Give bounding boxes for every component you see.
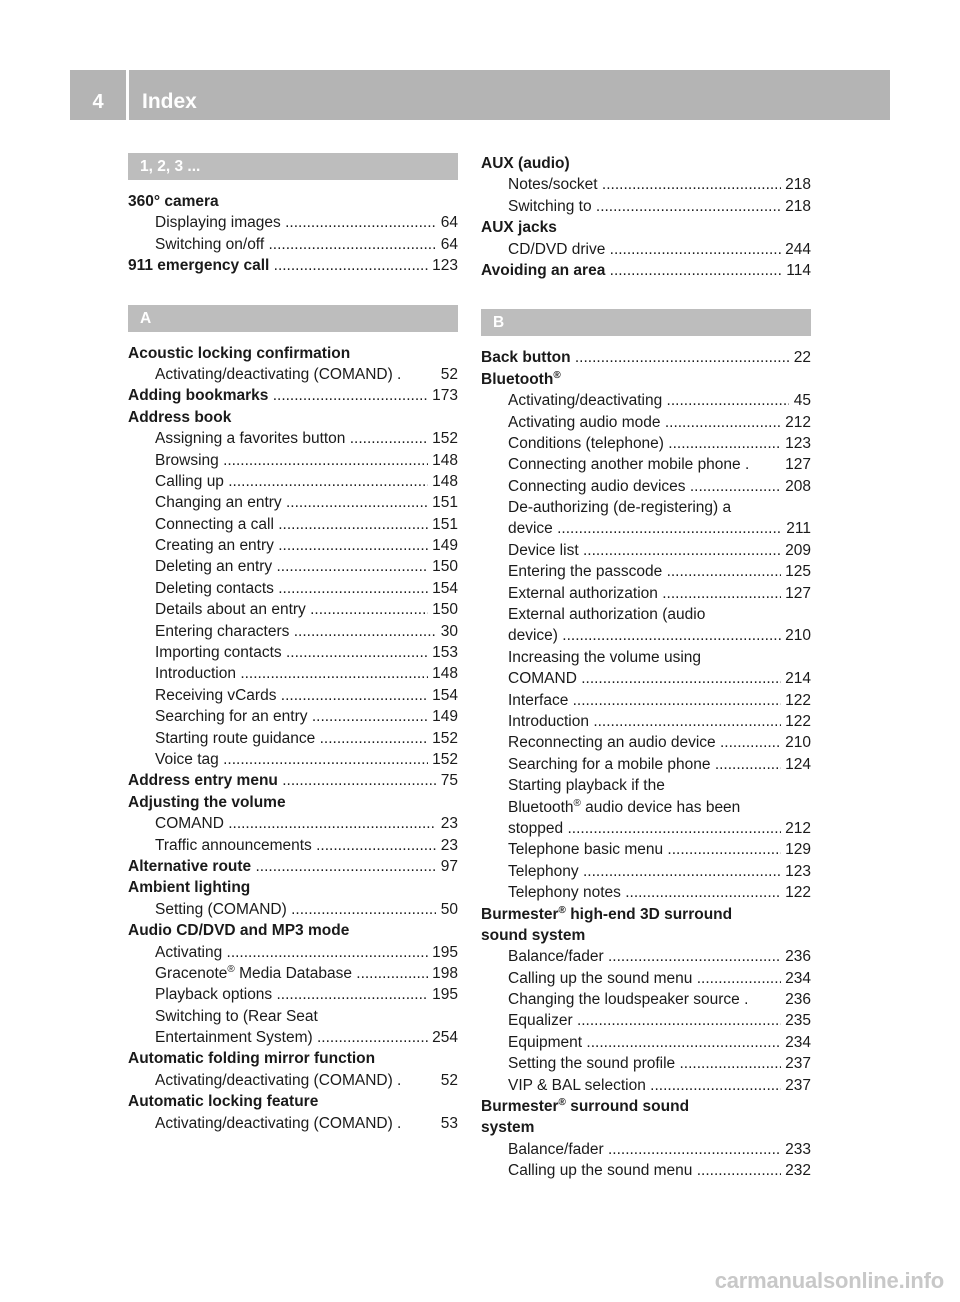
index-subentry: Calling up the sound menu ..... 232: [481, 1160, 811, 1181]
index-entry: Address entry menu ..... 75: [128, 770, 458, 791]
index-entry: Bluetooth®: [481, 369, 561, 388]
index-subentry: device ..... 211: [481, 518, 811, 539]
index-subentry: External authorization (audio: [508, 606, 706, 624]
index-entry: system: [481, 1119, 535, 1137]
index-subentry: Starting playback if the: [508, 777, 665, 795]
index-subentry: Introduction ..... 148: [128, 663, 458, 684]
index-entry: Burmester® high-end 3D surround: [481, 904, 733, 923]
index-subentry: Switching to (Rear Seat: [155, 1007, 318, 1025]
index-column-left: [128, 153, 458, 1134]
index-subentry: Entertainment System) ..... 254: [128, 1027, 458, 1048]
index-subentry: Switching to ..... 218: [481, 196, 811, 217]
index-subentry: CD/DVD drive ..... 244: [481, 239, 811, 260]
index-subentry: Connecting audio devices ..... 208: [481, 476, 811, 497]
index-subentry: Balance/fader ..... 233: [481, 1139, 811, 1160]
index-subentry: Activating/deactivating (COMAND) . 52: [155, 365, 458, 383]
index-entry: Adding bookmarks ..... 173: [128, 385, 458, 406]
page-number: 4: [92, 91, 104, 113]
index-subentry: COMAND ..... 23: [128, 813, 458, 834]
index-subentry: Searching for a mobile phone ..... 124: [481, 754, 811, 775]
index-subentry: Changing the loudspeaker source . 236: [508, 991, 811, 1009]
index-entry: sound system: [481, 926, 586, 944]
index-subentry: Activating ..... 195: [128, 942, 458, 963]
index-subentry: Notes/socket ..... 218: [481, 174, 811, 195]
index-subentry: Setting the sound profile ..... 237: [481, 1053, 811, 1074]
index-subentry: Telephone basic menu ..... 129: [481, 839, 811, 860]
index-entry: 911 emergency call ..... 123: [128, 255, 458, 276]
index-subentry: Assigning a favorites button ..... 152: [128, 428, 458, 449]
index-subentry: Gracenote® Media Database ..... 198: [128, 963, 458, 984]
index-entry: Alternative route ..... 97: [128, 856, 458, 877]
index-subentry: Telephony notes ..... 122: [481, 882, 811, 903]
index-entry: Back button ..... 22: [481, 347, 811, 368]
index-column-right: [481, 153, 811, 1182]
index-subentry: Details about an entry ..... 150: [128, 599, 458, 620]
index-subentry: Searching for an entry ..... 149: [128, 706, 458, 727]
index-subentry: Displaying images ..... 64: [128, 212, 458, 233]
index-subentry: Balance/fader ..... 236: [481, 946, 811, 967]
index-subentry: stopped ..... 212: [481, 818, 811, 839]
index-subentry: Reconnecting an audio device ..... 210: [481, 732, 811, 753]
index-entry: AUX (audio): [481, 155, 570, 172]
index-subentry: Equipment ..... 234: [481, 1032, 811, 1053]
header-divider: [126, 70, 129, 120]
index-subentry: Importing contacts ..... 153: [128, 642, 458, 663]
index-entry: Audio CD/DVD and MP3 mode: [128, 922, 350, 940]
index-subentry: Deleting an entry ..... 150: [128, 556, 458, 577]
index-subentry: Calling up the sound menu ..... 234: [481, 968, 811, 989]
index-subentry: Playback options ..... 195: [128, 984, 458, 1005]
index-entry: Automatic folding mirror function: [128, 1050, 376, 1068]
index-subentry: Conditions (telephone) ..... 123: [481, 433, 811, 454]
index-subentry: Activating/deactivating (COMAND) . 53: [155, 1114, 458, 1132]
index-entry: Acoustic locking confirmation: [128, 344, 351, 362]
index-subentry: Bluetooth® audio device has been: [508, 797, 741, 816]
watermark: carmanualsonline.info: [714, 1268, 944, 1293]
index-subentry: Calling up ..... 148: [128, 471, 458, 492]
index-subentry: Equalizer ..... 235: [481, 1010, 811, 1031]
index-subentry: Telephony ..... 123: [481, 861, 811, 882]
index-subentry: Device list ..... 209: [481, 540, 811, 561]
section-heading-numbers: 1, 2, 3 ...: [128, 153, 458, 180]
index-subentry: Connecting a call ..... 151: [128, 514, 458, 535]
index-entry: Adjusting the volume: [128, 793, 286, 811]
index-subentry: Activating/deactivating (COMAND) . 52: [155, 1071, 458, 1089]
index-entry: Avoiding an area ..... 114: [481, 260, 811, 281]
index-subentry: Activating/deactivating ..... 45: [481, 390, 811, 411]
index-subentry: Setting (COMAND) ..... 50: [128, 899, 458, 920]
index-subentry: Creating an entry ..... 149: [128, 535, 458, 556]
index-subentry: Increasing the volume using: [508, 648, 702, 666]
index-subentry: Voice tag ..... 152: [128, 749, 458, 770]
index-entry: Address book: [128, 408, 232, 426]
page-header: [70, 70, 890, 120]
index-subentry: Browsing ..... 148: [128, 450, 458, 471]
index-subentry: External authorization ..... 127: [481, 583, 811, 604]
index-subentry: VIP & BAL selection ..... 237: [481, 1075, 811, 1096]
section-heading-b: B: [481, 309, 811, 336]
index-subentry: device) ..... 210: [481, 625, 811, 646]
index-subentry: Introduction ..... 122: [481, 711, 811, 732]
index-subentry: Changing an entry ..... 151: [128, 492, 458, 513]
index-subentry: Interface ..... 122: [481, 690, 811, 711]
index-subentry: Traffic announcements ..... 23: [128, 835, 458, 856]
index-subentry: COMAND ..... 214: [481, 668, 811, 689]
index-subentry: De-authorizing (de-registering) a: [508, 499, 732, 517]
index-entry: AUX jacks: [481, 219, 557, 237]
index-entry: Ambient lighting: [128, 879, 251, 897]
index-subentry: Switching on/off ..... 64: [128, 234, 458, 255]
index-entry: Automatic locking feature: [128, 1093, 319, 1111]
index-subentry: Entering the passcode ..... 125: [481, 561, 811, 582]
index-subentry: Entering characters ..... 30: [128, 621, 458, 642]
index-entry: 360° camera: [128, 193, 219, 210]
index-entry: Burmester® surround sound: [481, 1096, 690, 1116]
index-subentry: Deleting contacts ..... 154: [128, 578, 458, 599]
index-subentry: Starting route guidance ..... 152: [128, 728, 458, 749]
index-subentry: Connecting another mobile phone . 127: [508, 456, 811, 474]
page-title: Index: [142, 90, 197, 113]
index-subentry: Activating audio mode ..... 212: [481, 412, 811, 433]
section-heading-a: A: [128, 305, 458, 332]
index-subentry: Receiving vCards ..... 154: [128, 685, 458, 706]
